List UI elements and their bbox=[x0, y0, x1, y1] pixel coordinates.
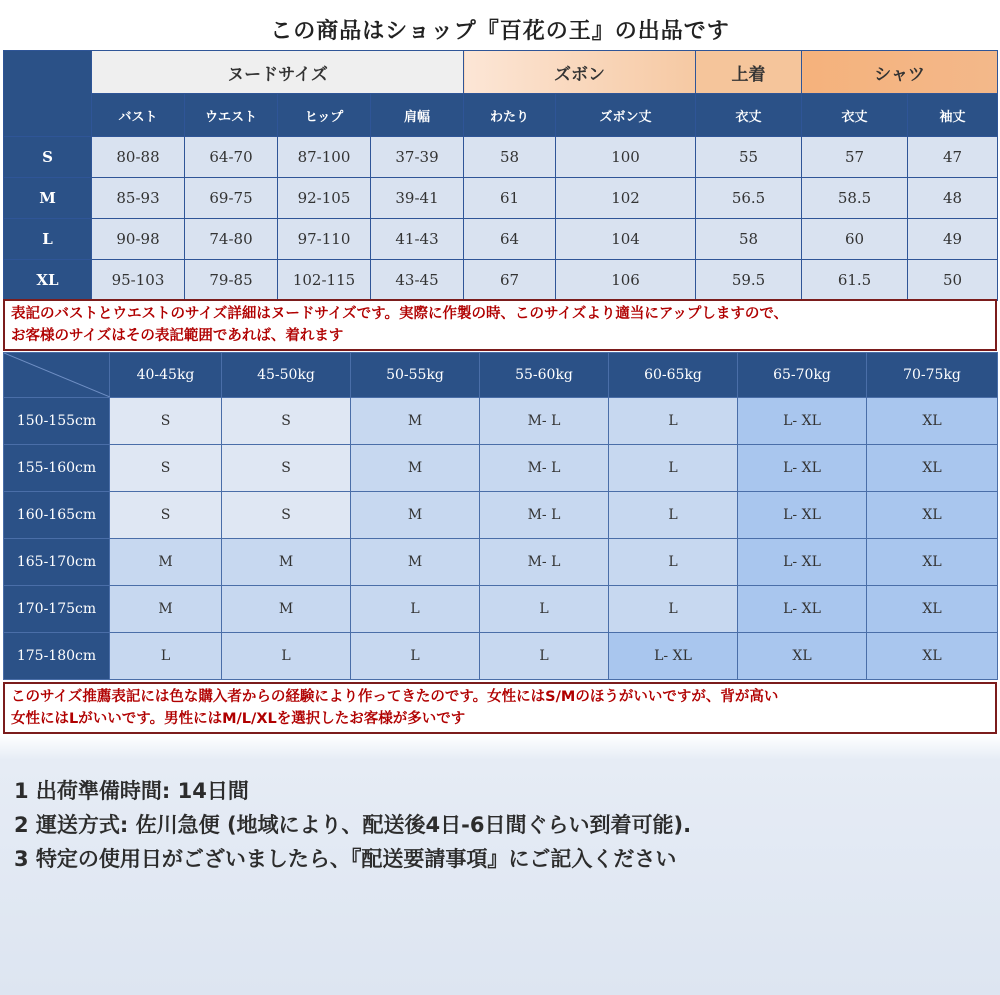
table-row bbox=[4, 586, 998, 633]
table-corner bbox=[4, 51, 92, 137]
table-row bbox=[4, 539, 998, 586]
recommend-cell: L- XL bbox=[738, 492, 867, 539]
recommend-cell: XL bbox=[867, 539, 998, 586]
weight-header: 70-75kg bbox=[867, 353, 998, 398]
size-note bbox=[3, 299, 997, 351]
size-cell: 58.5 bbox=[802, 178, 908, 219]
height-label: 170-175cm bbox=[4, 586, 110, 633]
height-label: 165-170cm bbox=[4, 539, 110, 586]
recommend-cell: L bbox=[351, 633, 480, 680]
size-cell: 49 bbox=[908, 219, 998, 260]
size-cell: 41-43 bbox=[371, 219, 464, 260]
size-cell: 60 bbox=[802, 219, 908, 260]
recommend-cell: L bbox=[609, 492, 738, 539]
recommend-cell: M- L bbox=[480, 398, 609, 445]
recommend-cell: M bbox=[351, 445, 480, 492]
size-note-line: お客様のサイズはその表記範囲であれば、着れます bbox=[11, 328, 344, 344]
size-cell: 61.5 bbox=[802, 260, 908, 301]
height-label: 150-155cm bbox=[4, 398, 110, 445]
recommend-cell: S bbox=[222, 398, 351, 445]
size-cell: 95-103 bbox=[92, 260, 185, 301]
column-header: ヒップ bbox=[278, 94, 371, 137]
size-cell: 43-45 bbox=[371, 260, 464, 301]
weight-header: 45-50kg bbox=[222, 353, 351, 398]
weight-header: 40-45kg bbox=[110, 353, 222, 398]
size-cell: 74-80 bbox=[185, 219, 278, 260]
recommend-cell: S bbox=[110, 398, 222, 445]
size-label: XL bbox=[4, 260, 92, 301]
recommend-cell: S bbox=[110, 492, 222, 539]
column-header: 衣丈 bbox=[696, 94, 802, 137]
size-cell: 102 bbox=[556, 178, 696, 219]
recommend-cell: XL bbox=[867, 492, 998, 539]
size-cell: 102-115 bbox=[278, 260, 371, 301]
column-header: ズボン丈 bbox=[556, 94, 696, 137]
recommend-cell: M bbox=[222, 586, 351, 633]
page-title: この商品はショップ『百花の王』の出品です bbox=[270, 19, 730, 44]
shipping-info-line: 1 出荷準備時間: 14日間 bbox=[14, 779, 249, 803]
recommend-cell: L bbox=[609, 539, 738, 586]
diagonal-line-icon bbox=[4, 353, 110, 397]
size-cell: 100 bbox=[556, 137, 696, 178]
recommend-cell: M bbox=[351, 539, 480, 586]
recommend-cell: M- L bbox=[480, 492, 609, 539]
table-row bbox=[4, 398, 998, 445]
recommend-cell: M bbox=[222, 539, 351, 586]
size-cell: 57 bbox=[802, 137, 908, 178]
size-cell: 47 bbox=[908, 137, 998, 178]
recommend-table bbox=[3, 352, 998, 680]
size-cell: 69-75 bbox=[185, 178, 278, 219]
size-cell: 58 bbox=[464, 137, 556, 178]
recommend-cell: L- XL bbox=[738, 398, 867, 445]
recommend-cell: XL bbox=[867, 445, 998, 492]
size-label: M bbox=[4, 178, 92, 219]
size-cell: 55 bbox=[696, 137, 802, 178]
recommend-cell: S bbox=[222, 445, 351, 492]
table-row bbox=[4, 445, 998, 492]
shipping-info-line: 3 特定の使用日がございましたら、『配送要請事項』にご記入ください bbox=[14, 847, 677, 871]
recommend-cell: XL bbox=[867, 633, 998, 680]
table-corner bbox=[4, 353, 110, 398]
column-header: 肩幅 bbox=[371, 94, 464, 137]
recommend-cell: L bbox=[480, 633, 609, 680]
height-label: 175-180cm bbox=[4, 633, 110, 680]
recommend-cell: XL bbox=[867, 398, 998, 445]
size-cell: 48 bbox=[908, 178, 998, 219]
recommend-cell: M bbox=[351, 492, 480, 539]
column-header: ウエスト bbox=[185, 94, 278, 137]
recommend-cell: L- XL bbox=[738, 539, 867, 586]
column-header: 衣丈 bbox=[802, 94, 908, 137]
recommend-cell: L bbox=[222, 633, 351, 680]
size-cell: 104 bbox=[556, 219, 696, 260]
size-cell: 64-70 bbox=[185, 137, 278, 178]
size-cell: 50 bbox=[908, 260, 998, 301]
recommend-cell: M- L bbox=[480, 539, 609, 586]
table-row bbox=[4, 492, 998, 539]
column-header: 袖丈 bbox=[908, 94, 998, 137]
column-header: わたり bbox=[464, 94, 556, 137]
table-row bbox=[4, 260, 998, 301]
recommend-cell: L- XL bbox=[738, 445, 867, 492]
group-header-uwagi: 上着 bbox=[696, 51, 802, 94]
group-header-zubon: ズボン bbox=[464, 51, 696, 94]
size-cell: 97-110 bbox=[278, 219, 371, 260]
table-row bbox=[4, 219, 998, 260]
size-cell: 106 bbox=[556, 260, 696, 301]
table-row bbox=[4, 633, 998, 680]
size-cell: 90-98 bbox=[92, 219, 185, 260]
size-cell: 58 bbox=[696, 219, 802, 260]
weight-header: 55-60kg bbox=[480, 353, 609, 398]
weight-header: 60-65kg bbox=[609, 353, 738, 398]
weight-header: 65-70kg bbox=[738, 353, 867, 398]
recommend-cell: XL bbox=[738, 633, 867, 680]
recommend-cell: M bbox=[351, 398, 480, 445]
size-note-line: 表記のバストとウエストのサイズ詳細はヌードサイズです。実際に作製の時、このサイズより適当にアップしますので、 bbox=[11, 306, 789, 322]
size-table bbox=[3, 50, 998, 301]
recommend-note-line: このサイズ推薦表記には色な購入者からの経験により作ってきたのです。女性にはS/Mのほうがいいですが、背が高い bbox=[11, 689, 779, 705]
table-row bbox=[4, 137, 998, 178]
recommend-note bbox=[3, 682, 997, 734]
recommend-note-line: 女性にはLがいいです。男性にはM/L/XLを選択したお客様が多いです bbox=[11, 711, 466, 727]
size-cell: 61 bbox=[464, 178, 556, 219]
size-cell: 80-88 bbox=[92, 137, 185, 178]
recommend-cell: L bbox=[609, 445, 738, 492]
recommend-cell: L bbox=[609, 586, 738, 633]
size-cell: 87-100 bbox=[278, 137, 371, 178]
recommend-cell: M bbox=[110, 539, 222, 586]
size-label: L bbox=[4, 219, 92, 260]
recommend-cell: L bbox=[609, 398, 738, 445]
recommend-cell: M- L bbox=[480, 445, 609, 492]
recommend-cell: L bbox=[351, 586, 480, 633]
height-label: 160-165cm bbox=[4, 492, 110, 539]
size-cell: 59.5 bbox=[696, 260, 802, 301]
size-cell: 56.5 bbox=[696, 178, 802, 219]
shipping-info bbox=[14, 774, 691, 876]
weight-header: 50-55kg bbox=[351, 353, 480, 398]
height-label: 155-160cm bbox=[4, 445, 110, 492]
group-header-nude: ヌードサイズ bbox=[92, 51, 464, 94]
recommend-cell: L bbox=[480, 586, 609, 633]
size-cell: 67 bbox=[464, 260, 556, 301]
table-row bbox=[4, 178, 998, 219]
recommend-cell: L- XL bbox=[738, 586, 867, 633]
column-header: バスト bbox=[92, 94, 185, 137]
shipping-info-line: 2 運送方式: 佐川急便 (地域により、配送後4日-6日間ぐらい到着可能). bbox=[14, 813, 692, 837]
size-cell: 85-93 bbox=[92, 178, 185, 219]
size-cell: 37-39 bbox=[371, 137, 464, 178]
recommend-cell: S bbox=[222, 492, 351, 539]
recommend-cell: L- XL bbox=[609, 633, 738, 680]
size-label: S bbox=[4, 137, 92, 178]
size-cell: 79-85 bbox=[185, 260, 278, 301]
size-cell: 92-105 bbox=[278, 178, 371, 219]
recommend-cell: XL bbox=[867, 586, 998, 633]
size-cell: 39-41 bbox=[371, 178, 464, 219]
recommend-cell: S bbox=[110, 445, 222, 492]
size-cell: 64 bbox=[464, 219, 556, 260]
recommend-cell: L bbox=[110, 633, 222, 680]
group-header-shatsu: シャツ bbox=[802, 51, 998, 94]
recommend-cell: M bbox=[110, 586, 222, 633]
